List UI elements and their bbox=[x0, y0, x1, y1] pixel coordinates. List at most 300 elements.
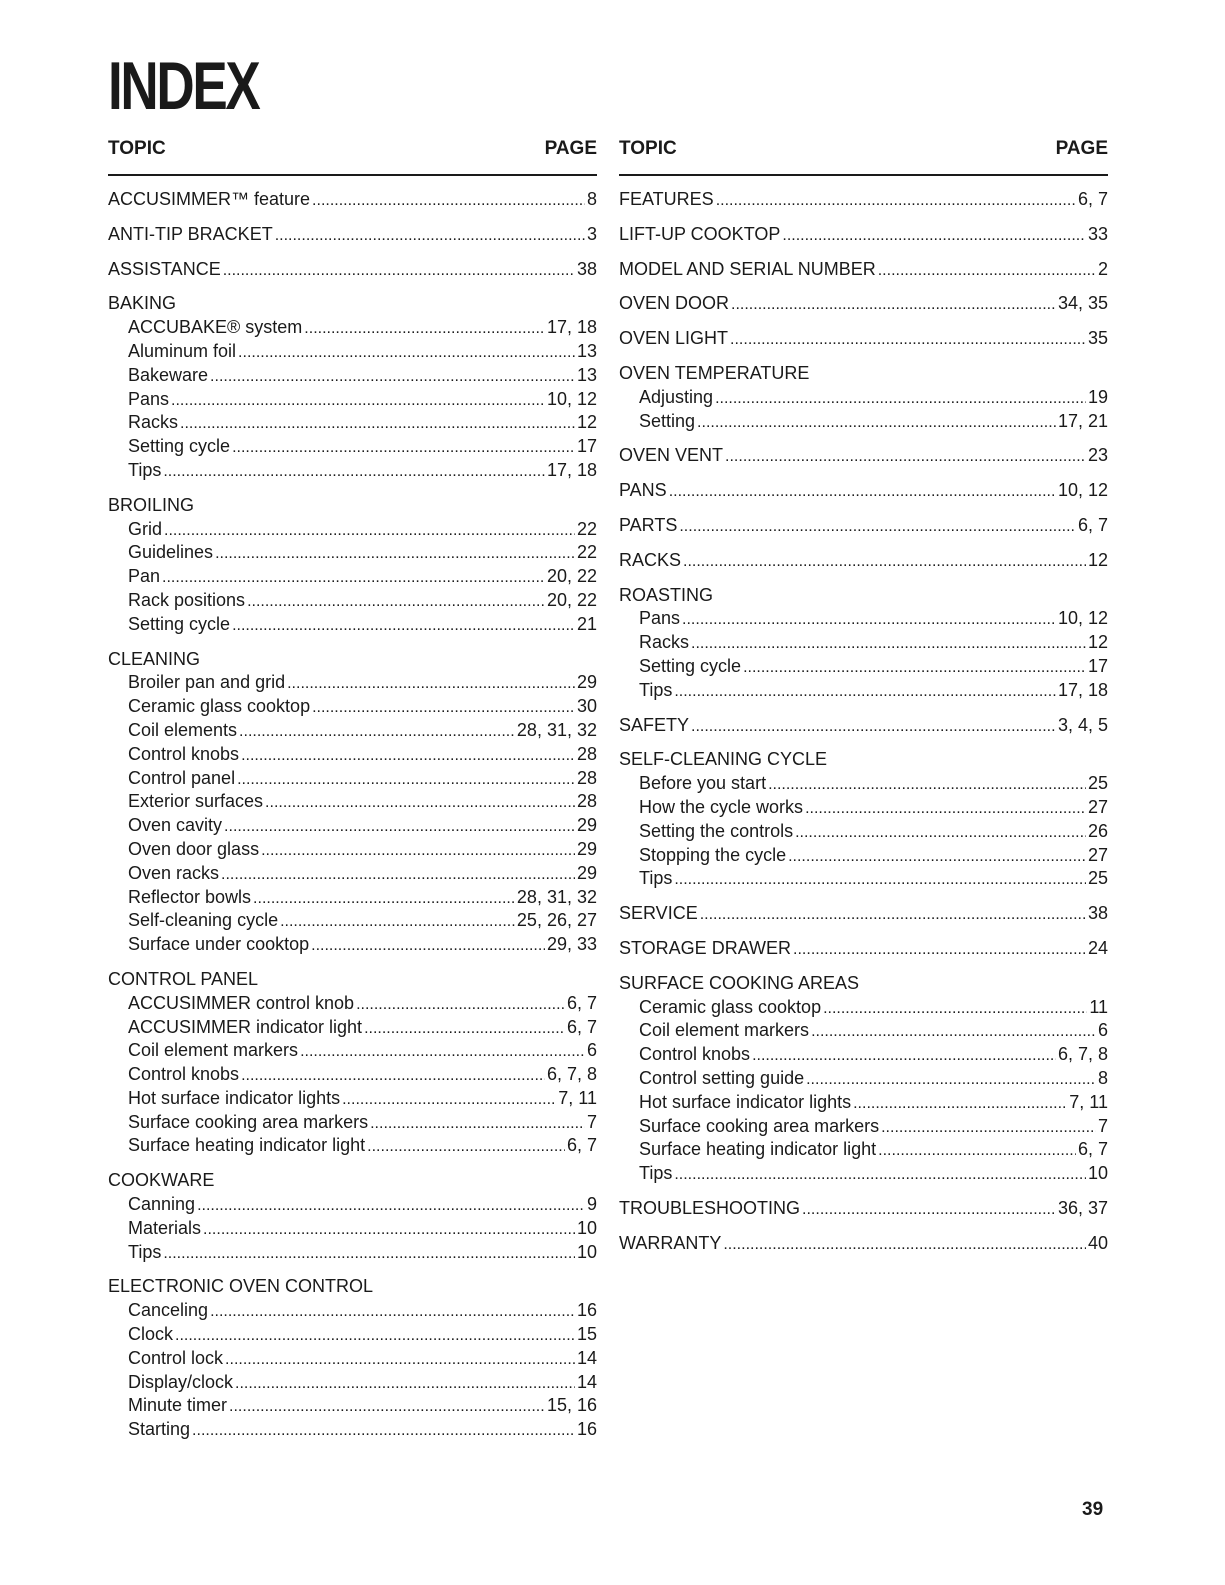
index-group bbox=[108, 1275, 597, 1442]
dot-leader bbox=[674, 868, 1086, 892]
entry-pages: 11 bbox=[1089, 996, 1108, 1017]
index-entry bbox=[619, 223, 1108, 247]
entry-pages: 8 bbox=[586, 189, 597, 209]
dot-leader bbox=[287, 672, 575, 696]
index-entry bbox=[108, 435, 597, 459]
index-entry bbox=[108, 767, 597, 791]
entry-pages: 28 bbox=[576, 767, 597, 788]
index-entry bbox=[108, 1299, 597, 1323]
entry-topic: Pans bbox=[128, 388, 170, 409]
index-entry bbox=[108, 1193, 597, 1217]
entry-pages: 25 bbox=[1087, 773, 1108, 794]
entry-pages: 28, 31, 32 bbox=[516, 719, 597, 740]
index-entry bbox=[108, 1323, 597, 1347]
entry-topic: How the cycle works bbox=[639, 796, 804, 817]
entry-pages: 6, 7, 8 bbox=[1057, 1044, 1108, 1065]
index-group-label: SURFACE COOKING AREAS bbox=[619, 972, 860, 993]
entry-topic: Control panel bbox=[128, 767, 236, 788]
index-entry bbox=[619, 607, 1108, 631]
entry-pages: 15 bbox=[576, 1324, 597, 1345]
dot-leader bbox=[210, 365, 575, 389]
entry-topic: Setting the controls bbox=[639, 820, 794, 841]
entry-pages: 17 bbox=[1087, 655, 1108, 676]
index-group-label: CONTROL PANEL bbox=[108, 968, 259, 989]
index-entries bbox=[619, 176, 1108, 1255]
entry-pages: 19 bbox=[1087, 386, 1108, 407]
dot-leader bbox=[265, 791, 575, 815]
entry-topic: Hot surface indicator lights bbox=[128, 1087, 341, 1108]
dot-leader bbox=[215, 542, 575, 566]
index-entry bbox=[108, 695, 597, 719]
dot-leader bbox=[782, 224, 1086, 248]
dot-leader bbox=[232, 614, 575, 638]
entry-topic: Setting cycle bbox=[128, 436, 231, 457]
index-entry bbox=[619, 714, 1108, 738]
entry-pages: 12 bbox=[576, 412, 597, 433]
entry-pages: 28 bbox=[576, 791, 597, 812]
index-entry bbox=[619, 631, 1108, 655]
index-group bbox=[619, 362, 1108, 433]
index-entry bbox=[108, 671, 597, 695]
entry-topic: Exterior surfaces bbox=[128, 791, 264, 812]
entry-pages: 28, 31, 32 bbox=[516, 886, 597, 907]
entry-topic: Adjusting bbox=[639, 386, 714, 407]
entry-pages: 10 bbox=[576, 1241, 597, 1262]
entry-pages: 16 bbox=[576, 1419, 597, 1440]
index-entry bbox=[108, 1063, 597, 1087]
entry-topic: Canning bbox=[128, 1194, 196, 1215]
index-entry bbox=[619, 1067, 1108, 1091]
index-entry bbox=[619, 479, 1108, 503]
index-group bbox=[619, 444, 1108, 468]
index-group bbox=[108, 258, 597, 282]
index-entry bbox=[619, 996, 1108, 1020]
entry-topic: Minute timer bbox=[128, 1395, 228, 1416]
entry-pages: 29 bbox=[576, 862, 597, 883]
entry-pages: 22 bbox=[576, 518, 597, 539]
entry-topic: Tips bbox=[128, 459, 162, 480]
index-entry bbox=[619, 655, 1108, 679]
dot-leader bbox=[768, 773, 1086, 797]
dot-leader bbox=[788, 845, 1086, 869]
entry-topic: Surface under cooktop bbox=[128, 934, 310, 955]
topic-header: TOPIC bbox=[619, 138, 677, 159]
index-group-label: CLEANING bbox=[108, 648, 201, 669]
index-entry bbox=[108, 838, 597, 862]
entry-topic: OVEN DOOR bbox=[619, 293, 730, 314]
entry-pages: 7 bbox=[586, 1111, 597, 1132]
dot-leader bbox=[802, 1198, 1056, 1222]
dot-leader bbox=[805, 797, 1086, 821]
dot-leader bbox=[679, 515, 1076, 539]
entry-topic: Control knobs bbox=[128, 1064, 240, 1085]
index-entry bbox=[619, 1091, 1108, 1115]
index-entry bbox=[619, 1115, 1108, 1139]
dot-leader bbox=[752, 1044, 1056, 1068]
index-entry bbox=[619, 902, 1108, 926]
index-group bbox=[619, 1197, 1108, 1221]
entry-pages: 9 bbox=[586, 1194, 597, 1215]
entry-topic: Materials bbox=[128, 1217, 202, 1238]
entry-topic: Tips bbox=[639, 1163, 673, 1184]
index-entry bbox=[108, 1217, 597, 1241]
dot-leader bbox=[691, 715, 1056, 739]
entry-pages: 17, 18 bbox=[546, 459, 597, 480]
entry-pages: 2 bbox=[1097, 258, 1108, 279]
index-entry bbox=[108, 258, 597, 282]
entry-pages: 6, 7 bbox=[566, 1016, 597, 1037]
index-group bbox=[619, 972, 1108, 1186]
entry-pages: 29 bbox=[576, 672, 597, 693]
index-entry bbox=[108, 388, 597, 412]
entry-topic: ASSISTANCE bbox=[108, 258, 221, 279]
dot-leader bbox=[878, 1139, 1076, 1163]
entry-pages: 6 bbox=[586, 1040, 597, 1061]
entry-pages: 25, 26, 27 bbox=[516, 910, 597, 931]
entry-pages: 38 bbox=[576, 258, 597, 279]
entry-topic: Before you start bbox=[639, 773, 767, 794]
entry-pages: 17, 21 bbox=[1057, 410, 1108, 431]
entry-pages: 3 bbox=[586, 223, 597, 244]
entry-topic: PANS bbox=[619, 480, 667, 501]
index-entry bbox=[108, 565, 597, 589]
entry-topic: Display/clock bbox=[128, 1371, 234, 1392]
entry-pages: 29 bbox=[576, 838, 597, 859]
index-entry bbox=[108, 992, 597, 1016]
index-group bbox=[619, 479, 1108, 503]
index-entry bbox=[619, 514, 1108, 538]
index-column-left bbox=[108, 138, 597, 1442]
entry-pages: 15, 16 bbox=[546, 1395, 597, 1416]
entry-pages: 13 bbox=[576, 340, 597, 361]
index-entry bbox=[108, 364, 597, 388]
entry-pages: 27 bbox=[1087, 844, 1108, 865]
entry-pages: 6, 7 bbox=[566, 992, 597, 1013]
index-entry bbox=[619, 1138, 1108, 1162]
dot-leader bbox=[239, 720, 515, 744]
entry-topic: Tips bbox=[639, 868, 673, 889]
entry-topic: Pan bbox=[128, 566, 161, 587]
dot-leader bbox=[683, 550, 1086, 574]
dot-leader bbox=[881, 1116, 1096, 1140]
entry-topic: WARRANTY bbox=[619, 1232, 722, 1253]
dot-leader bbox=[806, 1068, 1096, 1092]
index-entry bbox=[108, 1418, 597, 1442]
index-group-label: BAKING bbox=[108, 293, 177, 314]
index-entry bbox=[619, 679, 1108, 703]
entry-topic: Oven cavity bbox=[128, 815, 223, 836]
index-entry bbox=[619, 188, 1108, 212]
index-entry bbox=[619, 820, 1108, 844]
index-entry bbox=[619, 796, 1108, 820]
entry-topic: Pans bbox=[639, 608, 681, 629]
entry-topic: OVEN VENT bbox=[619, 445, 724, 466]
entry-pages: 10, 12 bbox=[546, 388, 597, 409]
index-group bbox=[108, 968, 597, 1158]
index-entry bbox=[108, 1134, 597, 1158]
entry-topic: ANTI-TIP BRACKET bbox=[108, 223, 273, 244]
index-entry bbox=[108, 862, 597, 886]
entry-pages: 30 bbox=[576, 696, 597, 717]
dot-leader bbox=[235, 1372, 575, 1396]
index-group bbox=[619, 1232, 1108, 1256]
index-group bbox=[108, 223, 597, 247]
dot-leader bbox=[229, 1395, 545, 1419]
entry-pages: 14 bbox=[576, 1371, 597, 1392]
index-group-label: ELECTRONIC OVEN CONTROL bbox=[108, 1276, 374, 1297]
index-entry bbox=[108, 223, 597, 247]
entry-pages: 29, 33 bbox=[546, 934, 597, 955]
dot-leader bbox=[280, 910, 515, 934]
index-entry bbox=[108, 1347, 597, 1371]
index-group bbox=[619, 188, 1108, 212]
entry-pages: 17 bbox=[576, 436, 597, 457]
index-column-right bbox=[619, 138, 1108, 1255]
index-entry bbox=[108, 411, 597, 435]
index-entry bbox=[619, 867, 1108, 891]
index-entry bbox=[108, 1371, 597, 1395]
index-group bbox=[619, 514, 1108, 538]
entry-pages: 27 bbox=[1087, 796, 1108, 817]
column-header bbox=[108, 138, 597, 176]
page-header: PAGE bbox=[1055, 138, 1108, 159]
dot-leader bbox=[823, 997, 1087, 1021]
entry-pages: 6, 7 bbox=[1077, 1139, 1108, 1160]
entry-pages: 38 bbox=[1087, 903, 1108, 924]
dot-leader bbox=[312, 696, 575, 720]
entry-topic: Aluminum foil bbox=[128, 340, 237, 361]
dot-leader bbox=[356, 993, 565, 1017]
index-group bbox=[619, 327, 1108, 351]
index-entry bbox=[108, 886, 597, 910]
dot-leader bbox=[241, 1064, 545, 1088]
dot-leader bbox=[743, 656, 1086, 680]
entry-pages: 6, 7, 8 bbox=[546, 1064, 597, 1085]
dot-leader bbox=[669, 480, 1056, 504]
dot-leader bbox=[163, 460, 545, 484]
index-group-label: ROASTING bbox=[619, 584, 714, 605]
entry-pages: 25 bbox=[1087, 868, 1108, 889]
entry-pages: 20, 22 bbox=[546, 566, 597, 587]
entry-pages: 3, 4, 5 bbox=[1057, 714, 1108, 735]
entry-pages: 16 bbox=[576, 1300, 597, 1321]
dot-leader bbox=[241, 744, 575, 768]
entry-topic: MODEL AND SERIAL NUMBER bbox=[619, 258, 876, 279]
entry-pages: 7, 11 bbox=[1069, 1091, 1108, 1112]
entry-topic: Broiler pan and grid bbox=[128, 672, 286, 693]
dot-leader bbox=[221, 863, 575, 887]
entry-pages: 24 bbox=[1087, 937, 1108, 958]
dot-leader bbox=[203, 1218, 575, 1242]
entry-topic: Guidelines bbox=[128, 542, 214, 563]
index-entry bbox=[108, 1241, 597, 1265]
dot-leader bbox=[225, 1348, 575, 1372]
dot-leader bbox=[261, 839, 575, 863]
entry-topic: Hot surface indicator lights bbox=[639, 1091, 852, 1112]
index-entry bbox=[108, 589, 597, 613]
index-entry bbox=[619, 772, 1108, 796]
index-group bbox=[619, 584, 1108, 703]
page-header: PAGE bbox=[544, 138, 597, 159]
entry-topic: Setting bbox=[639, 410, 696, 431]
dot-leader bbox=[163, 1242, 575, 1266]
dot-leader bbox=[674, 1163, 1086, 1187]
entry-pages: 17, 18 bbox=[546, 317, 597, 338]
dot-leader bbox=[164, 519, 575, 543]
entry-topic: RACKS bbox=[619, 549, 682, 570]
index-group-label: COOKWARE bbox=[108, 1170, 215, 1191]
entry-topic: Setting cycle bbox=[639, 655, 742, 676]
dot-leader bbox=[311, 934, 545, 958]
entry-pages: 10, 12 bbox=[1057, 480, 1108, 501]
entry-topic: PARTS bbox=[619, 514, 678, 535]
entry-topic: Racks bbox=[128, 412, 179, 433]
dot-leader bbox=[731, 293, 1056, 317]
index-group bbox=[619, 902, 1108, 926]
entry-pages: 36, 37 bbox=[1057, 1197, 1108, 1218]
entry-pages: 7 bbox=[1097, 1115, 1108, 1136]
index-entry bbox=[108, 541, 597, 565]
index-entry bbox=[108, 1087, 597, 1111]
entry-topic: Racks bbox=[639, 632, 690, 653]
index-group bbox=[108, 494, 597, 637]
index-entry bbox=[108, 340, 597, 364]
index-group-label: SELF-CLEANING CYCLE bbox=[619, 749, 828, 770]
entry-pages: 34, 35 bbox=[1057, 293, 1108, 314]
index-group bbox=[619, 937, 1108, 961]
entry-pages: 17, 18 bbox=[1057, 679, 1108, 700]
index-entry bbox=[108, 790, 597, 814]
column-header bbox=[619, 138, 1108, 176]
dot-leader bbox=[275, 224, 585, 248]
dot-leader bbox=[247, 590, 545, 614]
dot-leader bbox=[223, 259, 575, 283]
entry-topic: Self-cleaning cycle bbox=[128, 910, 279, 931]
index-group bbox=[619, 714, 1108, 738]
entry-topic: Surface heating indicator light bbox=[128, 1135, 366, 1156]
entry-topic: ACCUBAKE® system bbox=[128, 317, 303, 338]
index-entry bbox=[108, 933, 597, 957]
index-entry bbox=[619, 844, 1108, 868]
dot-leader bbox=[715, 387, 1086, 411]
index-entry bbox=[108, 459, 597, 483]
topic-header: TOPIC bbox=[108, 138, 166, 159]
dot-leader bbox=[795, 821, 1086, 845]
index-group bbox=[619, 258, 1108, 282]
entry-topic: Grid bbox=[128, 518, 163, 539]
index-group bbox=[108, 188, 597, 212]
entry-pages: 23 bbox=[1087, 445, 1108, 466]
entry-topic: Control knobs bbox=[128, 743, 240, 764]
entry-topic: Canceling bbox=[128, 1300, 209, 1321]
entry-topic: ACCUSIMMER indicator light bbox=[128, 1016, 363, 1037]
entry-topic: Surface cooking area markers bbox=[128, 1111, 369, 1132]
dot-leader bbox=[674, 680, 1056, 704]
dot-leader bbox=[725, 445, 1086, 469]
dot-leader bbox=[192, 1419, 575, 1443]
dot-leader bbox=[175, 1324, 575, 1348]
dot-leader bbox=[312, 189, 585, 213]
index-entry bbox=[619, 937, 1108, 961]
entry-topic: Bakeware bbox=[128, 364, 209, 385]
entry-topic: ACCUSIMMER™ feature bbox=[108, 189, 311, 209]
index-entry bbox=[108, 814, 597, 838]
index-entry bbox=[619, 1232, 1108, 1256]
index-entry bbox=[108, 316, 597, 340]
entry-pages: 8 bbox=[1097, 1067, 1108, 1088]
entry-topic: Clock bbox=[128, 1324, 174, 1345]
dot-leader bbox=[367, 1135, 565, 1159]
index-group bbox=[108, 292, 597, 482]
dot-leader bbox=[300, 1040, 585, 1064]
entry-pages: 6, 7 bbox=[566, 1135, 597, 1156]
index-entry bbox=[619, 410, 1108, 434]
entry-pages: 14 bbox=[576, 1347, 597, 1368]
entry-pages: 40 bbox=[1087, 1232, 1108, 1253]
index-entry bbox=[108, 613, 597, 637]
entry-topic: Coil elements bbox=[128, 719, 238, 740]
entry-topic: Coil element markers bbox=[639, 1020, 810, 1041]
entry-pages: 20, 22 bbox=[546, 589, 597, 610]
dot-leader bbox=[691, 632, 1086, 656]
index-entry bbox=[619, 386, 1108, 410]
dot-leader bbox=[224, 815, 575, 839]
entry-topic: Oven racks bbox=[128, 862, 220, 883]
index-entry bbox=[108, 1394, 597, 1418]
entry-pages: 33 bbox=[1087, 223, 1108, 244]
dot-leader bbox=[197, 1194, 585, 1218]
entry-pages: 7, 11 bbox=[558, 1087, 597, 1108]
entry-pages: 28 bbox=[576, 743, 597, 764]
entry-topic: Surface heating indicator light bbox=[639, 1139, 877, 1160]
entry-topic: LIFT-UP COOKTOP bbox=[619, 223, 781, 244]
entry-pages: 10 bbox=[576, 1217, 597, 1238]
dot-leader bbox=[853, 1092, 1067, 1116]
entry-topic: Tips bbox=[128, 1241, 162, 1262]
dot-leader bbox=[716, 189, 1076, 213]
entry-topic: Ceramic glass cooktop bbox=[128, 696, 311, 717]
index-entry bbox=[108, 1039, 597, 1063]
dot-leader bbox=[682, 608, 1056, 632]
entry-topic: Setting cycle bbox=[128, 613, 231, 634]
dot-leader bbox=[730, 328, 1086, 352]
entry-topic: Control setting guide bbox=[639, 1067, 805, 1088]
entry-pages: 12 bbox=[1087, 632, 1108, 653]
dot-leader bbox=[878, 259, 1096, 283]
entry-topic: TROUBLESHOOTING bbox=[619, 1197, 801, 1218]
index-entry bbox=[108, 188, 597, 212]
entry-pages: 6, 7 bbox=[1077, 189, 1108, 209]
index-group bbox=[619, 549, 1108, 573]
index-entry bbox=[619, 444, 1108, 468]
entry-pages: 6 bbox=[1097, 1020, 1108, 1041]
entry-pages: 12 bbox=[1087, 549, 1108, 570]
index-group bbox=[619, 748, 1108, 891]
dot-leader bbox=[210, 1300, 575, 1324]
entry-topic: ACCUSIMMER control knob bbox=[128, 992, 355, 1013]
dot-leader bbox=[723, 1233, 1086, 1257]
dot-leader bbox=[811, 1020, 1096, 1044]
entry-topic: Tips bbox=[639, 679, 673, 700]
entry-topic: Oven door glass bbox=[128, 838, 260, 859]
page-title: INDEX bbox=[108, 48, 259, 124]
entry-pages: 22 bbox=[576, 542, 597, 563]
entry-pages: 35 bbox=[1087, 328, 1108, 349]
index-entry bbox=[619, 549, 1108, 573]
dot-leader bbox=[253, 887, 515, 911]
index-entry bbox=[619, 1019, 1108, 1043]
entry-topic: FEATURES bbox=[619, 189, 714, 209]
